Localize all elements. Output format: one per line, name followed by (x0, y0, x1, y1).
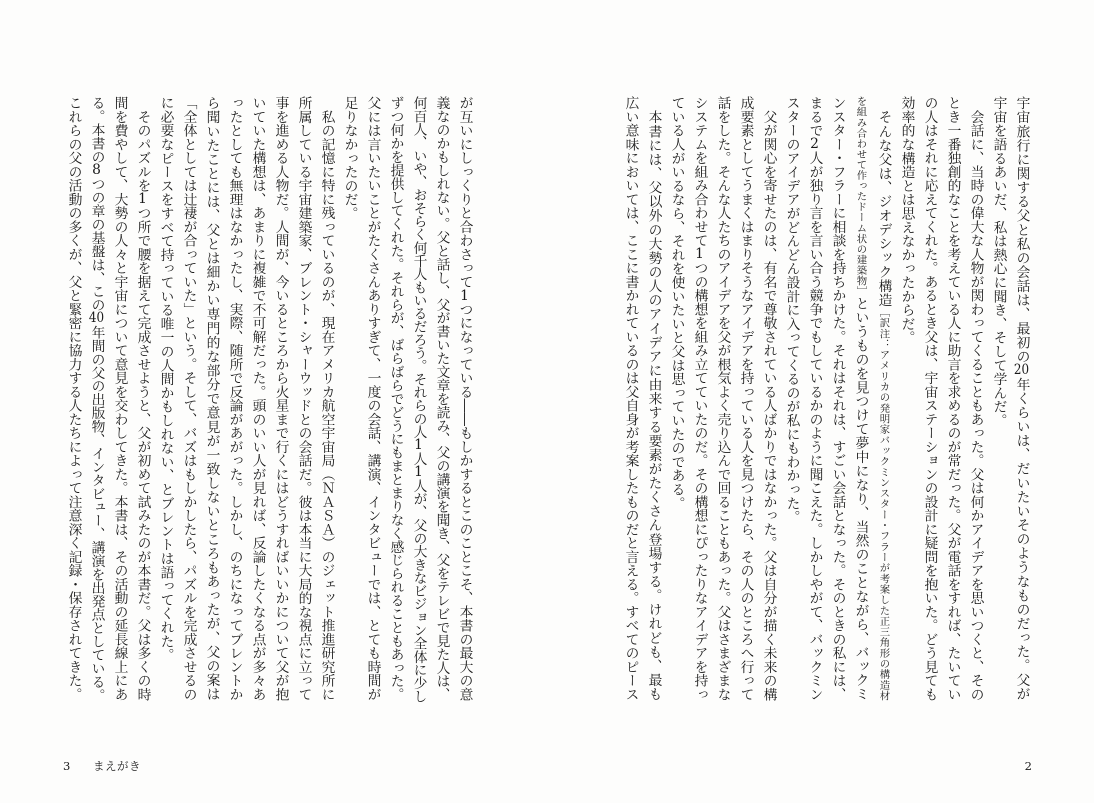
column-text (319, 96, 335, 701)
text-column (964, 96, 987, 701)
text-column (361, 96, 384, 701)
translator-note: ［訳注：アメリカの発明家バックミンスター・フラーが考案した正三角形の構造材 (877, 306, 890, 702)
text-run: 宇宙旅行に関する父と私の会話は、最初の (1013, 96, 1030, 364)
text-run: とき一番独創的なことを考えている人に助言を求めるのが常だった。父が電話をすれば、たいてい (944, 96, 961, 701)
text-run: 人が、父の大きなビジョン全体に少し (410, 478, 427, 703)
text-run: まるで (806, 96, 823, 138)
text-column (246, 96, 269, 701)
text-run: 宇宙を語るあいだ、私は熱心に聞き、そして学んだ。 (990, 96, 1007, 428)
text-run: 「全体としては辻褄が合っていた」という。そして、バズはもしかしたら、パズルを完成させるの (180, 96, 197, 701)
text-run: ンスター・フラーに相談を持ちかけた。それはそれは、すごい会話となった。そのときの私には、 (829, 96, 846, 701)
text-column (85, 96, 108, 701)
text-column (108, 96, 131, 701)
text-run: 効率的な構造とは思えなかったからだ。 (898, 96, 915, 345)
upright-number: 2 (810, 137, 819, 152)
column-text (66, 96, 82, 701)
column-text (807, 96, 823, 701)
running-footer: まえがき (93, 759, 141, 773)
column-text (738, 96, 754, 701)
column-text (784, 96, 800, 524)
text-run: 足りなかったのだ。 (341, 96, 358, 221)
text-column (665, 96, 688, 701)
text-column (619, 96, 642, 701)
text-column (941, 96, 964, 701)
text-column (826, 96, 849, 701)
text-column (384, 96, 407, 701)
text-column (131, 96, 154, 701)
text-run: 話をした。そんな人たちのアイデアを父が根気よく売り込んで回ることもあった。父はさまざまな (714, 96, 731, 701)
column-text (411, 96, 427, 702)
text-column (711, 96, 734, 701)
text-run: 父が関心を寄せたのは、有名で尊敬されている人ばかりではなかった。父は自分が描く未来の構 (760, 96, 777, 701)
column-text (991, 96, 1007, 427)
text-run: 何百人、いや、おそらく何千人もいるだろう。それらの人 (410, 96, 427, 438)
text-run: これらの父の活動の多くが、父と緊密に協力する人たちによって注意深く記録・保存されてきた。 (65, 96, 82, 701)
column-text (250, 96, 266, 701)
upright-number: 1 (695, 247, 704, 262)
column-text (227, 96, 243, 701)
column-text (876, 96, 892, 701)
text-column (223, 96, 246, 701)
column-text (112, 96, 128, 701)
column-text (646, 96, 662, 701)
text-run: に必要なピースをすべて持っている唯一の人間かもしれない、とブレントは語ってくれた。 (157, 96, 174, 662)
text-run: 人が独り言を言い合う競争でもしているかのように聞こえた。しかしやがて、バックミン (806, 151, 823, 702)
right-page-text-block (619, 96, 1033, 701)
text-run: る。本書の (88, 96, 105, 164)
text-run: つ所で腰を据えて完成させようと、父が初めて試みたのが本書だ。父は多くの時 (134, 206, 151, 702)
column-text (135, 96, 151, 701)
left-page-text-block (62, 96, 476, 701)
text-column (849, 96, 872, 701)
text-column (734, 96, 757, 701)
column-text (158, 96, 174, 662)
column-text (457, 96, 473, 701)
text-run: 私の記憶に特に残っているのが、現在アメリカ航空宇宙局（ＮＡＳＡ）のジェット推進研究所に (318, 96, 335, 701)
text-run: 間を費やして、大勢の人々と宇宙について意見を交わしてきた。本書は、その活動の延長線上にあ (111, 96, 128, 701)
upright-number: 1 (414, 437, 423, 452)
column-text (715, 96, 731, 701)
column-text (968, 96, 984, 701)
text-run: 広い意味においては、ここに書かれているのは父自身が考案したものだと言える。すべてのピース (622, 96, 639, 701)
text-run: 人 (410, 451, 427, 465)
text-column (62, 96, 85, 701)
text-run: 所属している宇宙建築家、ブレント・シャーウッドとの会話だ。彼は本当に大局的な視点に立って (295, 96, 312, 701)
page-number: 3 (63, 759, 71, 773)
text-run: ずつ何かを提供してくれた。それらが、ばらばらでどうにもまとまりなく感じられることもあった。 (387, 96, 404, 701)
upright-number: 20 (1013, 363, 1030, 378)
text-run: 年くらいは、だいたいそのようなものだった。父が (1013, 377, 1030, 701)
text-run: スターのアイデアがどんどん設計に入ってくるのが私にもわかった。 (783, 96, 800, 524)
text-run: システムを組み合わせて (691, 96, 708, 248)
text-column (292, 96, 315, 701)
column-text (204, 96, 220, 701)
text-run: 父には言いたいことがたくさんありすぎて、一度の会話、講演、インタビューでは、とても時間が (364, 96, 381, 701)
text-column (688, 96, 711, 701)
page-number: 2 (1024, 759, 1032, 773)
text-column (757, 96, 780, 701)
text-run: 義なのかもしれない。父と話し、父が書いた文章を読み、父の講演を聞き、父をテレビで見た人は、 (433, 96, 450, 701)
text-run: そのパズルを (134, 96, 151, 193)
text-column (407, 96, 430, 701)
text-column (895, 96, 918, 701)
upright-number: 1 (460, 288, 469, 303)
text-column (154, 96, 177, 701)
column-text (761, 96, 777, 701)
text-run: 成要素としてうまくはまりそうなアイデアを持っている人を見つけたら、その人のところへ行って (737, 96, 754, 701)
column-text (922, 96, 938, 701)
text-column (642, 96, 665, 701)
text-column (453, 96, 476, 701)
column-text (692, 96, 708, 701)
text-run: 年間の父の出版物、インタビュー、講演を出発点としている。 (88, 325, 105, 702)
translator-note: を組み合わせて作ったドーム状の建築物］ (854, 96, 867, 297)
text-run: の人はそれに応えてくれた。あるとき父は、宇宙ステーションの設計に疑問を抱いた。どう見ても (921, 96, 938, 701)
text-column (430, 96, 453, 701)
text-column (200, 96, 223, 701)
column-text (342, 96, 358, 220)
text-run: というものを見つけて夢中になり、当然のことながら、バックミ (852, 296, 869, 702)
text-run: 会話に、当時の偉大な人物が関わってくることもあった。父は何かアイデアを思いつくと、その (967, 96, 984, 701)
text-column (177, 96, 200, 701)
column-text (853, 96, 869, 701)
text-run: ている人がいるなら、それを使いたいと父は思っていたのである。 (668, 96, 685, 510)
text-run: 事を進める人物だ。人間が、今いるところから火星まで行くにはどうすればいいかについて父が抱 (272, 96, 289, 701)
upright-number: 40 (88, 311, 105, 326)
text-column (872, 96, 895, 701)
right-page (547, 0, 1094, 803)
text-run: が互いにしっくりと合わさって (456, 96, 473, 289)
text-column (338, 96, 361, 701)
column-text (1014, 96, 1030, 701)
upright-number: 1 (138, 192, 147, 207)
text-column (780, 96, 803, 701)
text-run: つになっている――もしかするとこのことこそ、本書の最大の意 (456, 302, 473, 702)
text-run: つの構想を組み立てていたのだ。その構想にぴったりなアイデアを持っ (691, 261, 708, 702)
column-text (899, 96, 915, 344)
column-text (273, 96, 289, 701)
text-run: そんな父は、ジオデシック構造 (875, 96, 892, 307)
text-run: 本書には、父以外の大勢の人のアイデアに由来する要素がたくさん登場する。けれども、最も (645, 96, 662, 702)
text-run: ら聞いたことには、父とは細かい専門的な部分で意見が一致しないところもあったが、父の案は (203, 96, 220, 702)
column-text (830, 96, 846, 701)
column-text (669, 96, 685, 510)
text-run: いていた構想は、あまりに複雑で不可解だった。頭のいい人が見れば、反論したくなる点が多々あ (249, 96, 266, 701)
upright-number: 1 (414, 464, 423, 479)
column-text (434, 96, 450, 701)
column-text (623, 96, 639, 701)
text-column (918, 96, 941, 701)
column-text (89, 96, 105, 702)
text-column (269, 96, 292, 701)
text-run: ったとしても無理はなかったし、実際、随所で反論があがった。しかし、のちになってブレントか (226, 96, 243, 701)
text-column (1010, 96, 1033, 701)
column-text (388, 96, 404, 701)
text-run: つの章の基盤は、この (88, 177, 105, 312)
column-text (181, 96, 197, 701)
upright-number: 8 (92, 163, 101, 178)
column-text (296, 96, 312, 701)
text-column (803, 96, 826, 701)
column-text (365, 96, 381, 701)
column-text (945, 96, 961, 701)
text-column (315, 96, 338, 701)
text-column (987, 96, 1010, 701)
